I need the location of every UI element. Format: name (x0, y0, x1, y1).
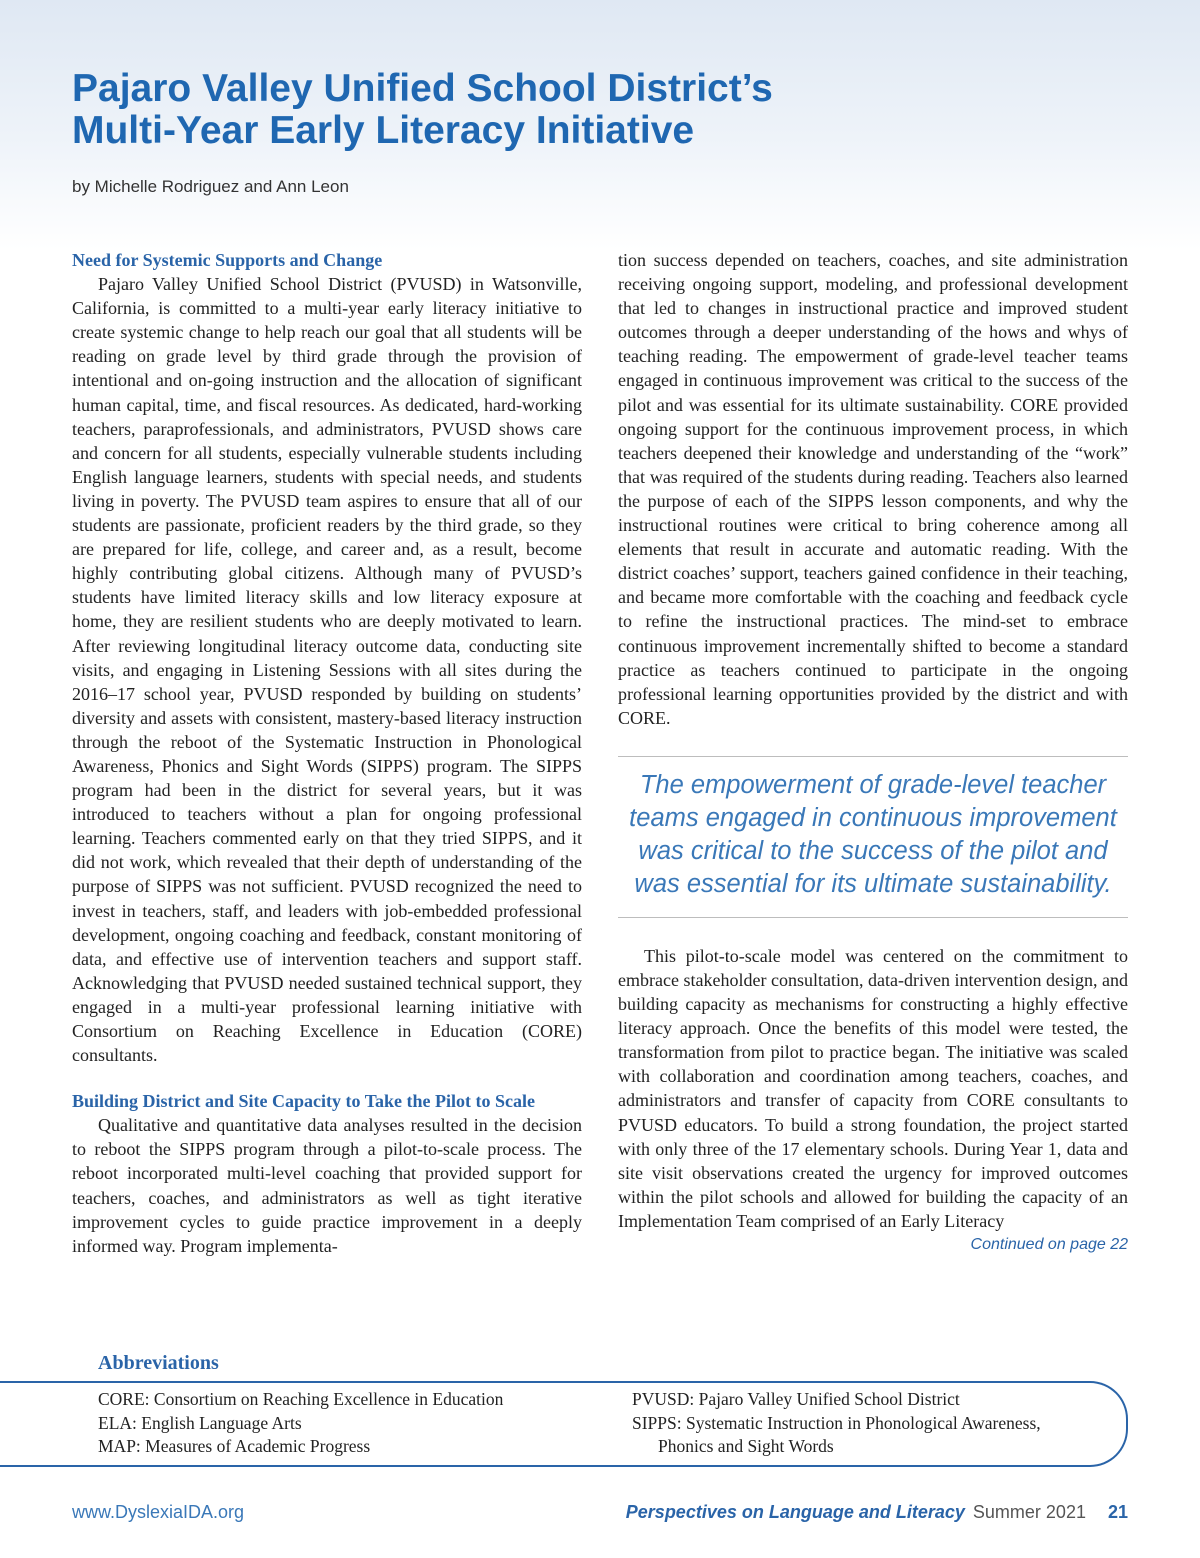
abbreviations-title: Abbreviations (98, 1352, 219, 1374)
abbreviation-map: MAP: Measures of Academic Progress (98, 1436, 371, 1456)
abbreviations-left (98, 1388, 503, 1459)
paragraph-need: Pajaro Valley Unified School District (PVUSD) in Watsonville, California, is committed to a multi-year early literacy initiative to create systemic change to help reach our goal that all students will be reading on grade level by third grade through the provision of intentional and on-going instruction and the allocation of significant human capital, time, and fiscal resources. As dedicated, hard-working teachers, paraprofessionals, and administrators, PVUSD shows care and concern for all students, especially vulnerable students including English language learners, students with special needs, and students living in poverty. The PVUSD team aspires to ensure that all of our students are passionate, proficient readers by the third grade, so they are prepared for life, college, and career and, as a result, become highly contributing global citizens. Although many of PVUSD’s students have limited literacy skills and low literacy exposure at home, they are resilient students who are deeply motivated to learn. After reviewing longitudinal literacy outcome data, conducting site visits, and engaging in Listening Sessions with all sites during the 2016–17 school year, PVUSD responded by building on students’ diversity and assets with consistent, mastery-based literacy instruction through the reboot of the Systematic Instruction in Phonological Awareness, Phonics and Sight Words (SIPPS) program. The SIPPS program had been in the district for several years, but it was introduced to teachers without a plan for ongoing professional learning. Teachers commented early on that they tried SIPPS, and it did not work, which revealed that their depth of understanding of the purpose of SIPPS was not sufficient. PVUSD recognized the need to invest in teachers, staff, and leaders with job-embedded professional development, ongoing coaching and feedback, constant monitoring of data, and effective use of intervention teachers and support staff. Acknowledging that PVUSD needed sustained technical support, they engaged in a multi-year professional learning initiative with Consortium on Reaching Excellence in Education (CORE) consultants. (72, 274, 582, 1066)
abbreviations-right (632, 1388, 1041, 1459)
paragraph-capacity: Qualitative and quantitative data analyses resulted in the decision to reboot the SIPPS program through a pilot-to-scale process. The reboot incorporated multi-level coaching that provided support for teachers, coaches, and administrators as well as tight iterative improvement cycles to guide practice improvement in a deeply informed way. Program implementa- (72, 1115, 582, 1256)
title-line-2: Multi-Year Early Literacy Initiative (72, 109, 695, 152)
abbreviation-core: CORE: Consortium on Reaching Excellence in Education (98, 1389, 504, 1409)
page-number: 21 (1107, 1502, 1128, 1522)
right-column (618, 248, 1128, 1257)
footer-website-link[interactable]: www.DyslexiaIDA.org (72, 1502, 245, 1522)
abbreviation-sipps: SIPPS: Systematic Instruction in Phonological Awareness, (632, 1412, 1041, 1433)
section-heading-capacity: Building District and Site Capacity to Take the Pilot to Scale (72, 1091, 536, 1112)
footer-publication (626, 1502, 1128, 1523)
article-title (72, 68, 1132, 152)
section-heading-need: Need for Systemic Supports and Change (72, 250, 383, 270)
paragraph-pilot-to-scale: This pilot-to-scale model was centered on the commitment to embrace stakeholder consultation, data-driven intervention design, and building capacity as mechanisms for constructing a highly effective literacy approach. Once the benefits of this model were tested, the transformation from pilot to practice began. The initiative was scaled with collaboration and coordination among teachers, coaches, and administrators and transfer of capacity from CORE consultants to PVUSD educators. To build a strong foundation, the project started with only three of the 17 elementary schools. During Year 1, data and site visit observations created the urgency for improved outcomes within the pilot schools and allowed for building the capacity of an Implementation Team comprised of an Early Literacy (618, 945, 1128, 1231)
abbreviation-pvusd: PVUSD: Pajaro Valley Unified School District (632, 1389, 960, 1409)
pull-quote: The empowerment of grade-level teacher teams engaged in continuous improvement was critical to the success of the pilot and was essential for its ultimate sustainability. (618, 756, 1128, 918)
left-column (72, 248, 582, 1258)
paragraph-continuation: tion success depended on teachers, coaches, and site administration receiving ongoing support, modeling, and professional development that led to changes in instructional practice and improved student outcomes through a deeper understanding of the hows and whys of teaching reading. The empowerment of grade-level teacher teams engaged in continuous improvement was critical to the success of the pilot and was essential for its ultimate sustainability. CORE provided ongoing support for the continuous improvement process, in which teachers deepened their knowledge and understanding of the “work” that was required of the students during reading. Teachers also learned the purpose of each of the SIPPS lesson components, and why the instructional routines were critical to bring coherence among all elements that result in accurate and automatic reading. With the district coaches’ support, teachers gained confidence in their teaching, and became more comfortable with the coaching and feedback cycle to refine the instructional practices. The mind-set to embrace continuous improvement incrementally shifted to become a standard practice as teachers continued to participate in the ongoing professional learning opportunities provided by the district and with CORE. (618, 250, 1128, 728)
issue-date: Summer 2021 (972, 1502, 1086, 1522)
abbreviation-ela: ELA: English Language Arts (98, 1412, 302, 1433)
title-line-1: Pajaro Valley Unified School District’s (72, 67, 773, 110)
byline: by Michelle Rodriguez and Ann Leon (72, 177, 349, 196)
continued-link[interactable]: Continued on page 22 (970, 1236, 1128, 1253)
abbreviation-sipps-continued: Phonics and Sight Words (658, 1436, 834, 1456)
journal-name: Perspectives on Language and Literacy (625, 1502, 965, 1522)
